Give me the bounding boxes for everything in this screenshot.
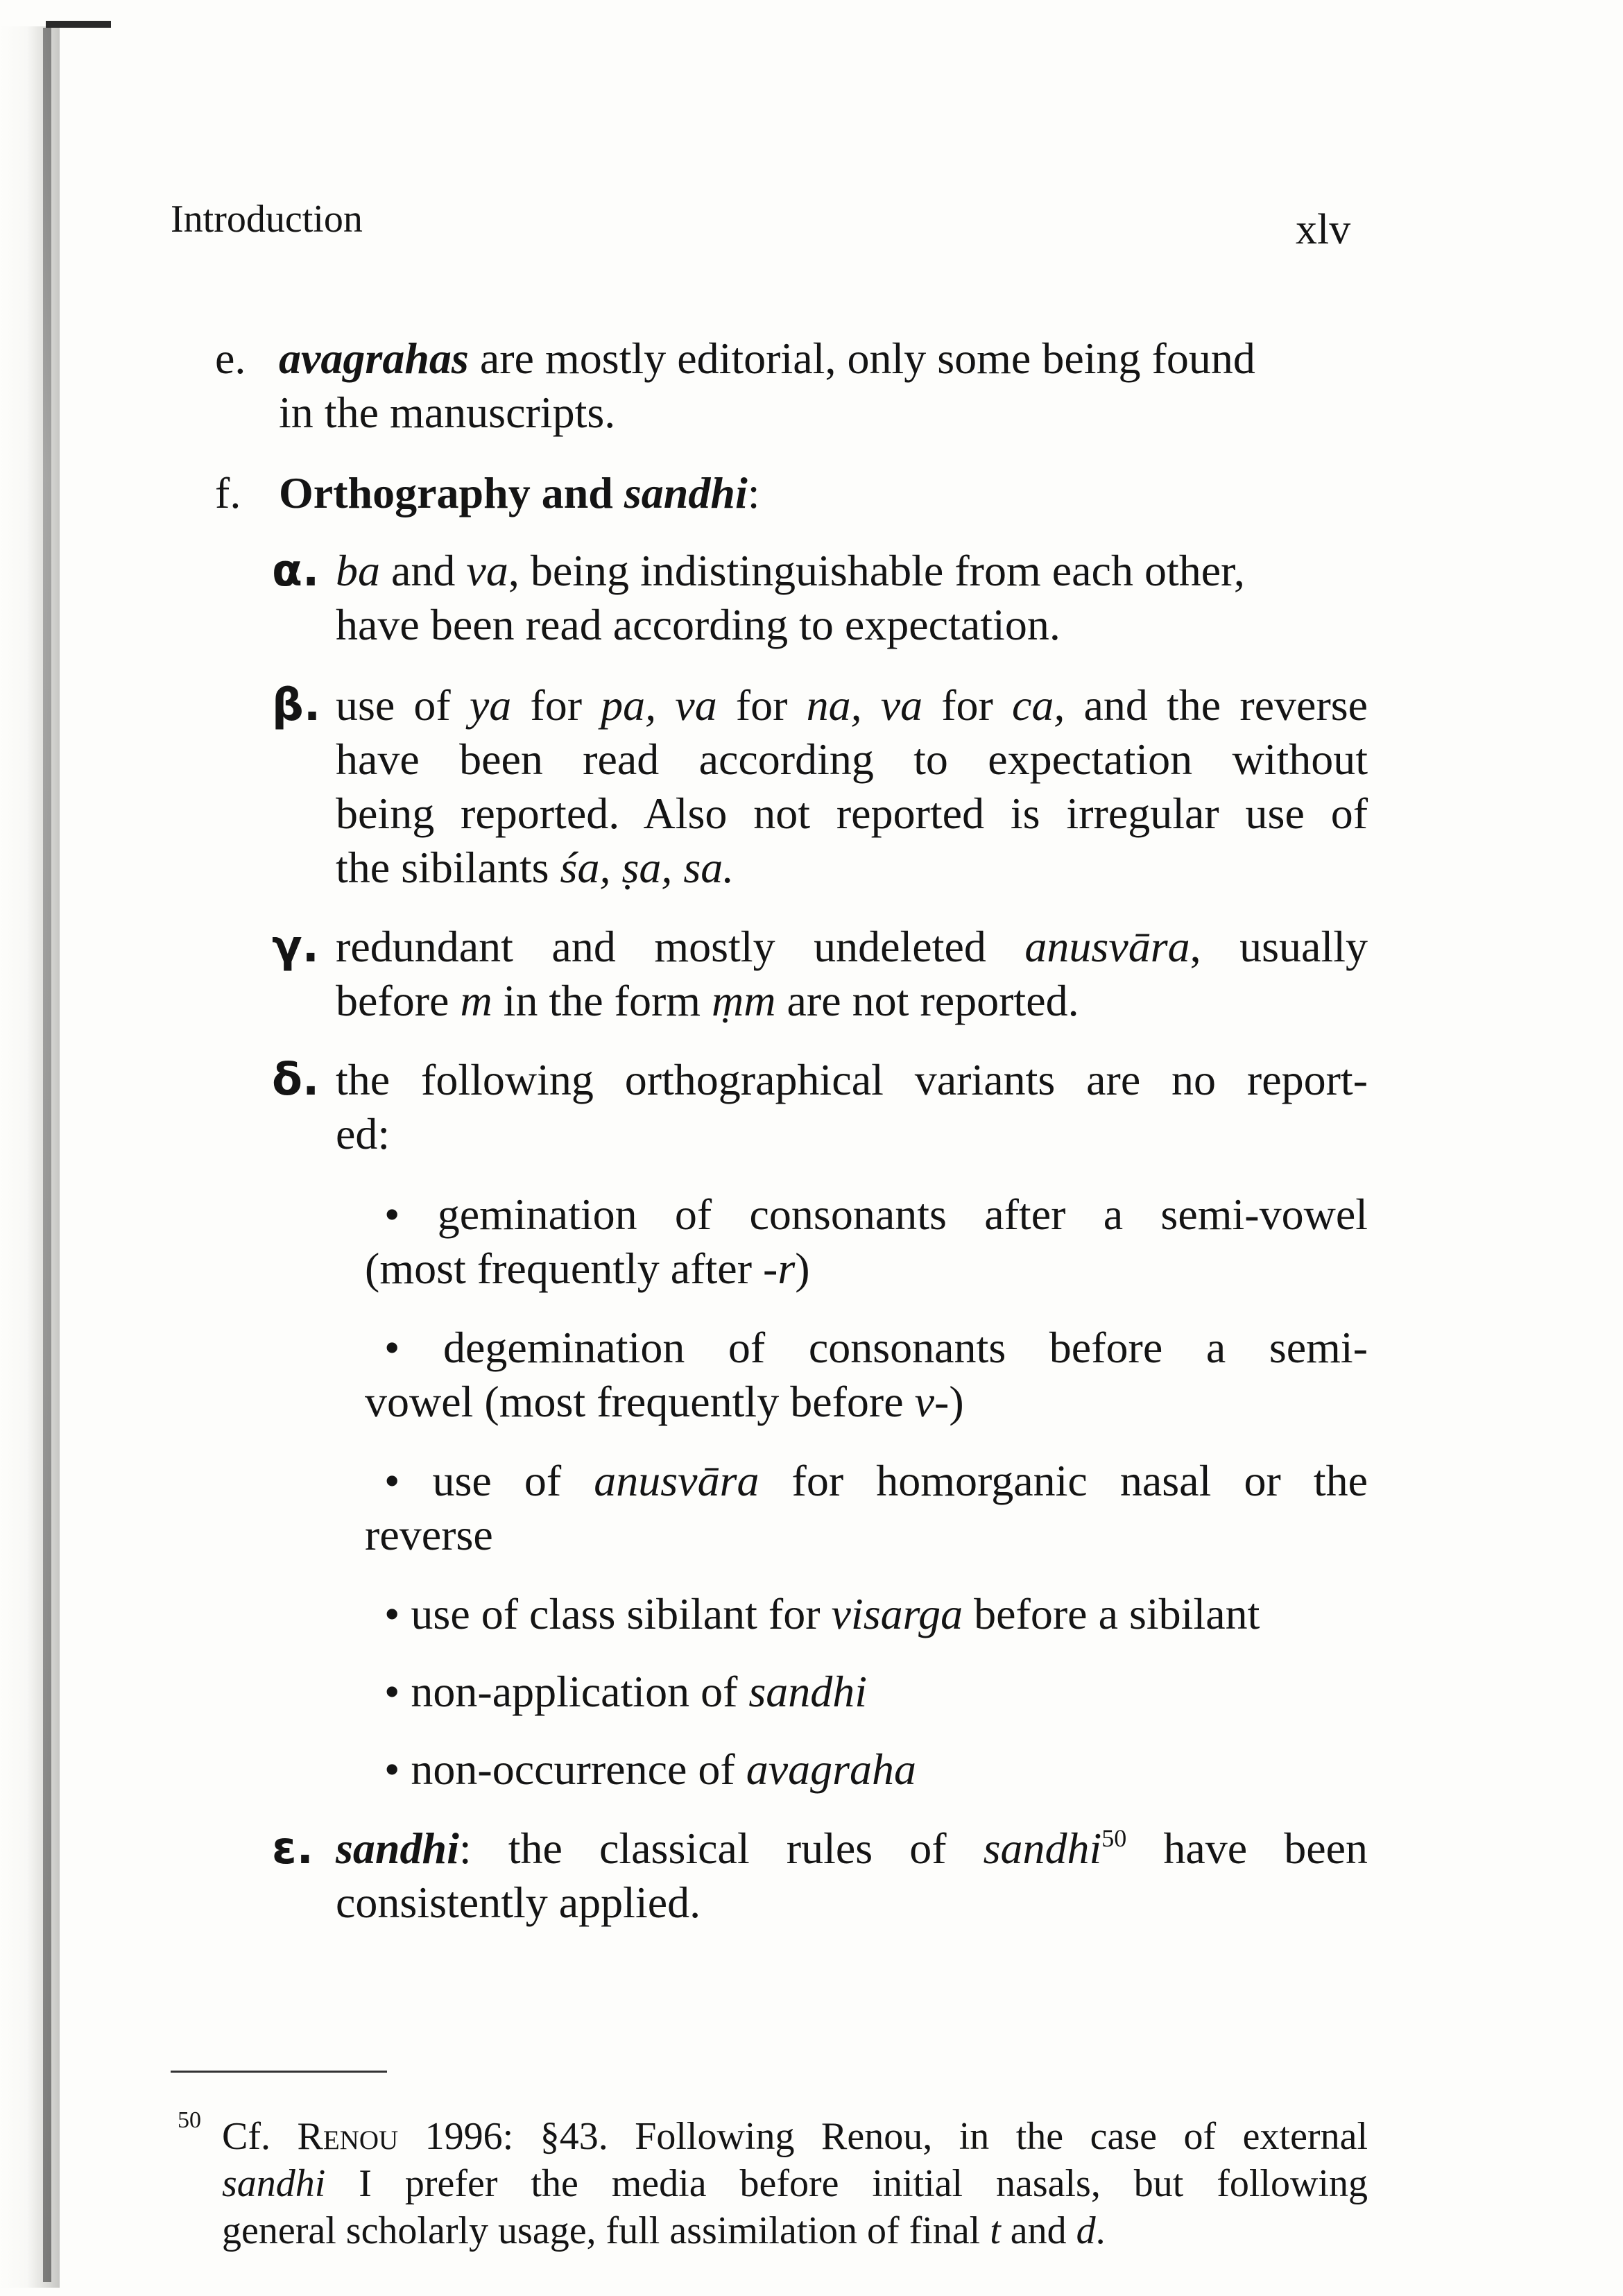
- bullet-gemination-line1: • gemination of consonants after a semi-vowel: [384, 1190, 1368, 1239]
- subitem-epsilon-line2: consistently applied.: [336, 1878, 701, 1927]
- subitem-beta-line1: use of ya for pa, va for na, va for ca, and the reverse: [336, 680, 1368, 730]
- item-f-heading: Orthography and sandhi:: [279, 468, 760, 517]
- subitem-delta-label: δ.: [272, 1054, 320, 1106]
- subitem-epsilon-label: ε.: [272, 1823, 314, 1874]
- subitem-gamma-label: γ.: [272, 921, 319, 973]
- book-spine-shadow: [43, 28, 51, 2282]
- footnote-line3: general scholarly usage, full assimilation of final t and d.: [222, 2209, 1106, 2252]
- bullet-anusvara-line1: • use of anusvāra for homorganic nasal or the: [384, 1456, 1368, 1505]
- subitem-beta-line2: have been read according to expectation without: [336, 735, 1368, 784]
- subitem-beta-label: β.: [272, 680, 321, 731]
- subitem-beta-line3: being reported. Also not reported is irregular use of: [336, 789, 1368, 838]
- subitem-beta-line4: the sibilants śa, ṣa, sa.: [336, 843, 735, 892]
- footnote-line2: sandhi I prefer the media before initial nasals, but following: [222, 2162, 1368, 2205]
- bullet-gemination-line2: (most frequently after -r): [365, 1244, 810, 1293]
- bullet-non-occurrence: • non-occurrence of avagraha: [384, 1745, 916, 1794]
- item-e-line2: in the manuscripts.: [279, 388, 616, 437]
- footnote-marker: 50: [178, 2107, 201, 2133]
- footnote-line1: Cf. Renou 1996: §43. Following Renou, in the case of external: [222, 2115, 1368, 2158]
- item-e-label: e.: [215, 334, 246, 383]
- running-header-title: Introduction: [171, 198, 363, 241]
- subitem-epsilon-line1: sandhi: the classical rules of sandhi$^{50}$ have been: [336, 1824, 1368, 1873]
- subitem-alpha-line1: ba and va, being indistinguishable from each other,: [336, 546, 1245, 595]
- subitem-gamma-line2: before m in the form ṃm are not reported.: [336, 976, 1079, 1025]
- subitem-gamma-line1: redundant and mostly undeleted anusvāra, usually: [336, 922, 1368, 971]
- bullet-degemination-line1: • degemination of consonants before a semi-: [384, 1323, 1368, 1372]
- page-number: xlv: [1296, 206, 1351, 253]
- bullet-non-application: • non-application of sandhi: [384, 1667, 868, 1716]
- bullet-degemination-line2: vowel (most frequently before v-): [365, 1377, 964, 1426]
- subitem-alpha-line2: have been read according to expectation.: [336, 600, 1060, 649]
- item-e-line1: avagrahas are mostly editorial, only some being found: [279, 334, 1255, 383]
- footnote-reference-50: 50: [1101, 1824, 1127, 1852]
- item-f-label: f.: [215, 468, 241, 517]
- subitem-delta-line2: ed:: [336, 1109, 390, 1158]
- bullet-class-sibilant: • use of class sibilant for visarga before a sibilant: [384, 1589, 1260, 1638]
- bullet-anusvara-line2: reverse: [365, 1510, 493, 1559]
- scan-corner-mark: [46, 21, 111, 28]
- subitem-alpha-label: α.: [272, 545, 320, 597]
- subitem-delta-line1: the following orthographical variants are no report-: [336, 1055, 1368, 1104]
- footnote-separator: [171, 2071, 387, 2073]
